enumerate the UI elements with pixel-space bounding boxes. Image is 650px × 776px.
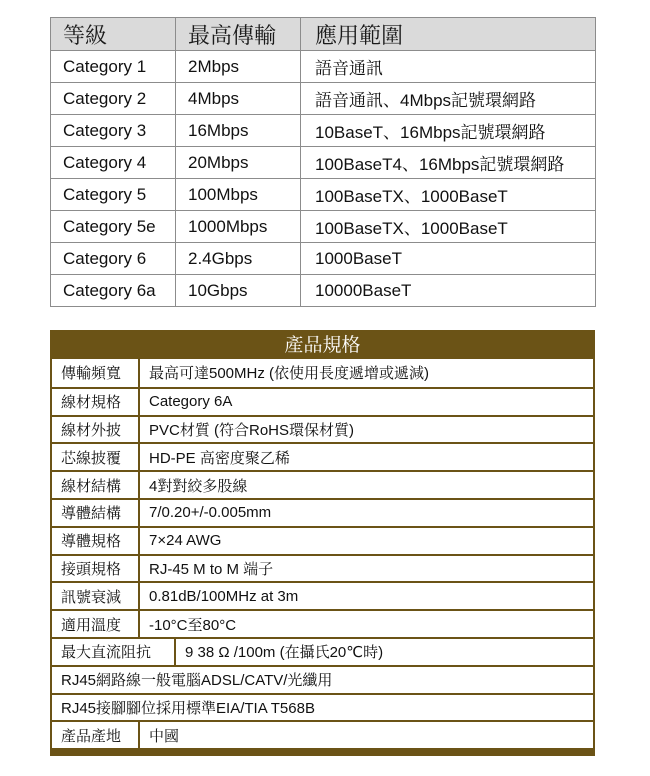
category-speed-cell: 2Mbps	[176, 51, 301, 83]
spec-value: 最高可達500MHz (依使用長度遞增或遞減)	[149, 365, 430, 383]
spec-value: 4對對絞多股線	[149, 477, 248, 495]
spec-label: 導體規格	[52, 528, 140, 554]
spec-row	[52, 581, 593, 609]
category-grade-cell: Category 1	[51, 51, 176, 83]
header-max-speed: 最高傳輸	[176, 18, 301, 51]
category-speed-cell: 4Mbps	[176, 83, 301, 115]
spec-value: HD-PE 高密度聚乙稀	[149, 449, 290, 467]
table-row	[51, 147, 596, 179]
spec-value: -10°C至80°C	[149, 616, 237, 634]
category-application-cell: 語音通訊	[301, 51, 596, 83]
spec-row	[52, 609, 593, 637]
spec-row	[52, 498, 593, 526]
spec-label: 接頭規格	[52, 556, 140, 582]
table-row	[51, 179, 596, 211]
table-row	[51, 211, 596, 243]
header-application: 應用範圍	[301, 18, 596, 51]
table-row	[51, 51, 596, 83]
category-speed-cell: 10Gbps	[176, 275, 301, 307]
category-application-cell: 10000BaseT	[301, 275, 596, 307]
spec-title: 產品規格	[52, 332, 593, 359]
category-speed-cell: 100Mbps	[176, 179, 301, 211]
spec-label: 線材外披	[52, 417, 140, 443]
category-grade-cell: Category 4	[51, 147, 176, 179]
spec-note: RJ45接腳腳位採用標準EIA/TIA T568B	[61, 699, 315, 717]
spec-row-full	[52, 693, 593, 721]
spec-label: 線材結構	[52, 472, 140, 498]
table-row	[51, 115, 596, 147]
table-row	[51, 243, 596, 275]
spec-value: 7×24 AWG	[149, 532, 222, 550]
category-application-cell: 100BaseTX、1000BaseT	[301, 179, 596, 211]
category-application-cell: 10BaseT、16Mbps記號環網路	[301, 115, 596, 147]
category-grade-cell: Category 2	[51, 83, 176, 115]
spec-table-body	[52, 359, 593, 748]
table-row	[51, 83, 596, 115]
category-header-row	[51, 18, 596, 51]
spec-label: 線材規格	[52, 389, 140, 415]
spec-label: 導體結構	[52, 500, 140, 526]
category-speed-cell: 1000Mbps	[176, 211, 301, 243]
spec-row-full	[52, 665, 593, 693]
spec-value: 7/0.20+/-0.005mm	[149, 504, 272, 522]
spec-value: 中國	[149, 727, 180, 745]
category-grade-cell: Category 3	[51, 115, 176, 147]
spec-row	[52, 637, 593, 665]
spec-row	[52, 470, 593, 498]
spec-label: 最大直流阻抗	[52, 639, 176, 665]
category-application-cell: 100BaseTX、1000BaseT	[301, 211, 596, 243]
spec-value: PVC材質 (符合RoHS環保材質)	[149, 421, 355, 439]
spec-row	[52, 359, 593, 387]
spec-label: 芯線披覆	[52, 444, 140, 470]
category-grade-cell: Category 6	[51, 243, 176, 275]
spec-table	[50, 330, 595, 756]
spec-value: 0.81dB/100MHz at 3m	[149, 587, 299, 605]
spec-row	[52, 442, 593, 470]
spec-row	[52, 720, 593, 748]
spec-value: 9 38 Ω /100m (在攝氏20℃時)	[185, 644, 384, 662]
category-speed-cell: 20Mbps	[176, 147, 301, 179]
category-application-cell: 1000BaseT	[301, 243, 596, 275]
spec-label: 傳輸頻寬	[52, 359, 140, 387]
category-application-cell: 100BaseT4、16Mbps記號環網路	[301, 147, 596, 179]
category-grade-cell: Category 6a	[51, 275, 176, 307]
category-application-cell: 語音通訊、4Mbps記號環網路	[301, 83, 596, 115]
table-row	[51, 275, 596, 307]
category-speed-cell: 16Mbps	[176, 115, 301, 147]
spec-row	[52, 526, 593, 554]
spec-row	[52, 415, 593, 443]
spec-label: 產品產地	[52, 722, 140, 748]
spec-label: 訊號衰減	[52, 583, 140, 609]
spec-row	[52, 554, 593, 582]
spec-label: 適用溫度	[52, 611, 140, 637]
spec-value: Category 6A	[149, 393, 233, 411]
category-speed-cell: 2.4Gbps	[176, 243, 301, 275]
spec-row	[52, 387, 593, 415]
spec-note: RJ45網路線一般電腦ADSL/CATV/光纖用	[61, 672, 333, 690]
category-table-body	[51, 51, 596, 307]
header-grade: 等級	[51, 18, 176, 51]
category-grade-cell: Category 5e	[51, 211, 176, 243]
category-table	[50, 17, 596, 307]
category-grade-cell: Category 5	[51, 179, 176, 211]
spec-value: RJ-45 M to M 端子	[149, 560, 274, 578]
